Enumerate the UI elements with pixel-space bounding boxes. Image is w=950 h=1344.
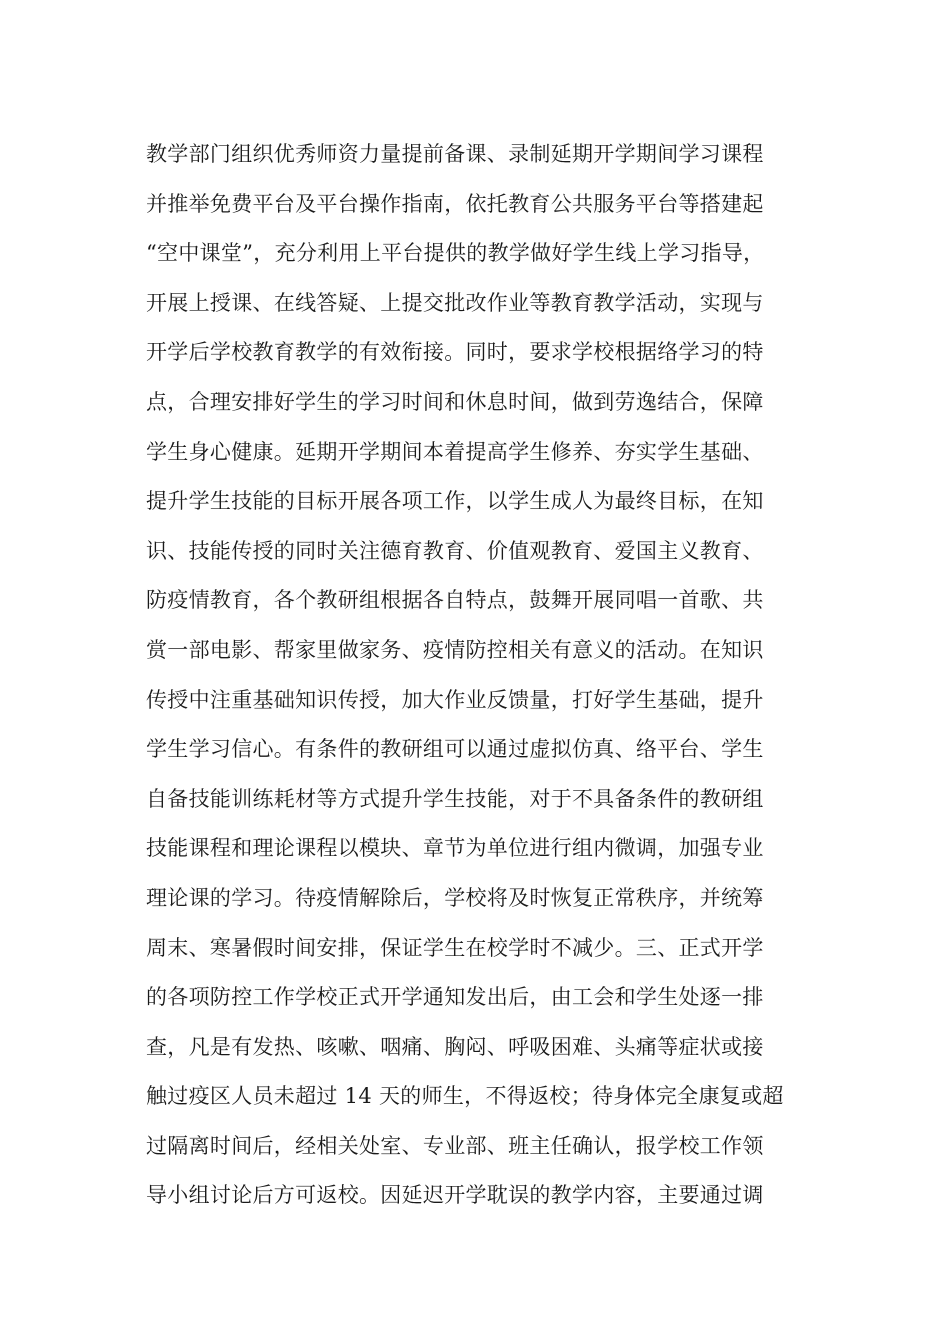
- text-line: 提升学生技能的目标开展各项工作，以学生成人为最终目标，在知: [146, 489, 764, 514]
- text-line: 开展上授课、在线答疑、上提交批改作业等教育教学活动，实现与: [146, 290, 764, 315]
- text-line: 导小组讨论后方可返校。因延迟开学耽误的教学内容，主要通过调: [146, 1183, 764, 1208]
- text-line: 学生身心健康。延期开学期间本着提高学生修养、夯实学生基础、: [146, 439, 764, 464]
- text-line: 防疫情教育，各个教研组根据各自特点，鼓舞开展同唱一首歌、共: [146, 588, 764, 613]
- text-line: 学生学习信心。有条件的教研组可以通过虚拟仿真、络平台、学生: [146, 737, 764, 762]
- text-line: 查，凡是有发热、咳嗽、咽痛、胸闷、呼吸困难、头痛等症状或接: [146, 1034, 764, 1059]
- text-line: 过隔离时间后，经相关处室、专业部、班主任确认，报学校工作领: [146, 1133, 764, 1158]
- body-paragraph: [146, 130, 826, 1221]
- text-line: 开学后学校教育教学的有效衔接。同时，要求学校根据络学习的特: [146, 340, 764, 365]
- text-line: 的各项防控工作学校正式开学通知发出后，由工会和学生处逐一排: [146, 985, 764, 1010]
- text-line: 理论课的学习。待疫情解除后，学校将及时恢复正常秩序，并统筹: [146, 885, 764, 910]
- text-line: 技能课程和理论课程以模块、章节为单位进行组内微调，加强专业: [146, 836, 764, 861]
- text-line: 并推举免费平台及平台操作指南，依托教育公共服务平台等搭建起: [146, 191, 764, 216]
- text-line: 教学部门组织优秀师资力量提前备课、录制延期开学期间学习课程: [146, 142, 764, 166]
- text-line: 赏一部电影、帮家里做家务、疫情防控相关有意义的活动。在知识: [146, 637, 764, 662]
- text-line: “空中课堂”，充分利用上平台提供的教学做好学生线上学习指导，: [146, 241, 765, 266]
- text-line: 周末、寒暑假时间安排，保证学生在校学时不减少。三、正式开学: [146, 935, 764, 960]
- text-line: 识、技能传授的同时关注德育教育、价值观教育、爱国主义教育、: [146, 538, 764, 563]
- text-line: 自备技能训练耗材等方式提升学生技能，对于不具备条件的教研组: [146, 786, 764, 811]
- text-line: 触过疫区人员未超过 14 天的师生，不得返校；待身体完全康复或超: [146, 1084, 784, 1109]
- text-line: 点，合理安排好学生的学习时间和休息时间，做到劳逸结合，保障: [146, 389, 764, 414]
- text-line: 传授中注重基础知识传授，加大作业反馈量，打好学生基础，提升: [146, 687, 764, 712]
